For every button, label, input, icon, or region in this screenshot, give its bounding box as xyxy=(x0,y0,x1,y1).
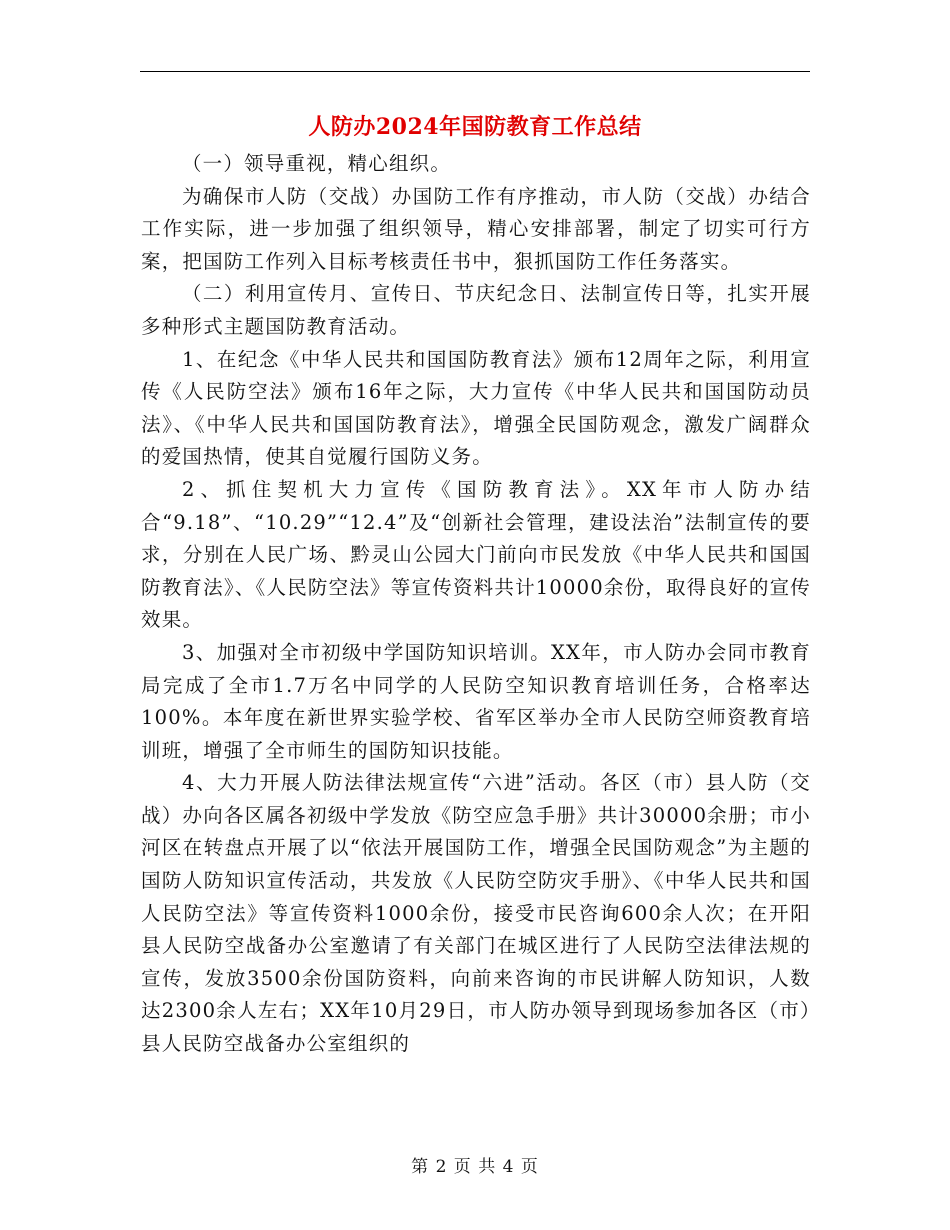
paragraph-organization: 为确保市人防（交战）办国防工作有序推动，市人防（交战）办结合工作实际，进一步加强了组织领导，精心安排部署，制定了切实可行方案，把国防工作列入目标考核责任书中，狠抓国防工作任务落实。 xyxy=(141,184,811,273)
document-title: 人防办2024年国防教育工作总结 xyxy=(308,114,642,140)
section-heading-2: （二）利用宣传月、宣传日、节庆纪念日、法制宣传日等，扎实开展多种形式主题国防教育活动。 xyxy=(141,282,811,338)
section-heading-1: （一）领导重视，精心组织。 xyxy=(181,152,452,175)
document-body xyxy=(141,148,811,1061)
header-rule xyxy=(140,71,810,72)
paragraph-item-4: 4、大力开展人防法律法规宣传“六进”活动。各区（市）县人防（交战）办向各区属各初级中学发放《防空应急手册》共计30000余册；市小河区在转盘点开展了以“依法开展国防工作，增强全民国防观念”为主题的国防人防知识宣传活动，共发放《人民防空防灾手册》、《中华人民共和国人民防空法》等宣传资料1000余份，接受市民咨询600余人次；在开阳县人民防空战备办公室邀请了有关部门在城区进行了人民防空法律法规的宣传，发放3500余份国防资料，向前来咨询的市民讲解人防知识，人数达2300余人左右；XX年10月29日，市人防办领导到现场参加各区（市）县人民防空战备办公室组织的 xyxy=(141,771,811,1056)
paragraph-item-1: 1、在纪念《中华人民共和国国防教育法》颁布12周年之际，利用宣传《人民防空法》颁布16年之际，大力宣传《中华人民共和国国防动员法》、《中华人民共和国国防教育法》，增强全民国防观念，激发广阔群众的爱国热情，使其自觉履行国防义务。 xyxy=(141,347,811,469)
page-footer: 第 2 页 共 4 页 xyxy=(411,1157,539,1177)
paragraph-item-2: 2、抓住契机大力宣传《国防教育法》。XX年市人防办结合“9.18”、“10.29”“12.4”及“创新社会管理，建设法治”法制宣传的要求，分别在人民广场、黔灵山公园大门前向市民发放《中华人民共和国国防教育法》、《人民防空法》等宣传资料共计10000余份，取得良好的宣传效果。 xyxy=(141,477,811,632)
paragraph-item-3: 3、加强对全市初级中学国防知识培训。XX年，市人防办会同市教育局完成了全市1.7万名中同学的人民防空知识教育培训任务，合格率达100%。本年度在新世界实验学校、省军区举办全市人民防空师资教育培训班，增强了全市师生的国防知识技能。 xyxy=(141,640,811,762)
